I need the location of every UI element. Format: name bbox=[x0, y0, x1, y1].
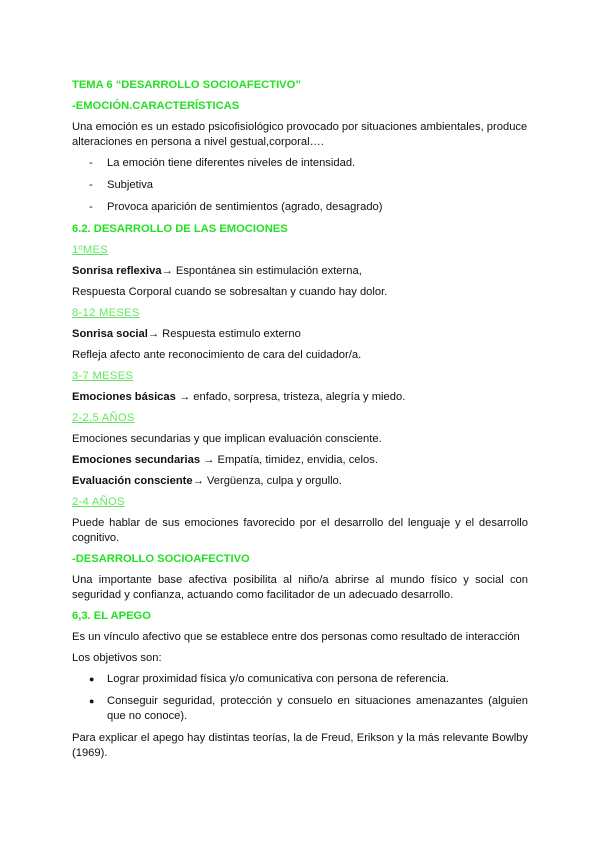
definition-emociones-secundarias bbox=[72, 453, 528, 468]
definition: → Espontánea sin estimulación externa, bbox=[161, 265, 362, 277]
paragraph: Refleja afecto ante reconocimiento de cara del cuidador/a. bbox=[72, 349, 362, 361]
document-title: TEMA 6 “DESARROLLO SOCIOAFECTIVO” bbox=[72, 79, 301, 91]
paragraph: Emociones secundarias y que implican evaluación consciente. bbox=[72, 433, 382, 445]
subheading-2-2-5-anos: 2-2,5 AÑOS bbox=[72, 412, 135, 424]
definition-emociones-basicas bbox=[72, 390, 528, 405]
definition-sonrisa-social bbox=[72, 327, 528, 342]
list-item: ● Lograr proximidad física y/o comunicativa con persona de referencia. bbox=[72, 672, 528, 687]
term: Emociones secundarias bbox=[72, 454, 201, 466]
term: Sonrisa social bbox=[72, 328, 148, 340]
paragraph-emocion-definicion: Una emoción es un estado psicofisiológico provocado por situaciones ambientales, produce alteraciones en persona a nivel gestual,corporal…. bbox=[72, 121, 528, 148]
emocion-characteristics-list bbox=[72, 156, 528, 215]
document-content bbox=[72, 78, 528, 767]
list-item: - Subjetiva bbox=[72, 178, 528, 193]
term: Evaluación consciente bbox=[72, 475, 193, 487]
section-heading-apego: 6,3. EL APEGO bbox=[72, 610, 151, 622]
paragraph: Es un vínculo afectivo que se establece entre dos personas como resultado de interacción bbox=[72, 631, 520, 643]
definition: → enfado, sorpresa, tristeza, alegría y miedo. bbox=[175, 391, 406, 403]
subheading-1-mes: 1ºMES bbox=[72, 244, 109, 256]
paragraph: Puede hablar de sus emociones favorecido por el desarrollo del lenguaje y el desarrollo cognitivo. bbox=[72, 517, 528, 544]
list-item: - Provoca aparición de sentimientos (agrado, desagrado) bbox=[72, 200, 528, 215]
section-heading-desarrollo-socioafectivo: -DESARROLLO SOCIOAFECTIVO bbox=[72, 553, 250, 565]
paragraph: Los objetivos son: bbox=[72, 652, 162, 664]
definition: → Vergüenza, culpa y orgullo. bbox=[192, 475, 342, 487]
subheading-3-7-meses: 3-7 MESES bbox=[72, 370, 134, 382]
apego-objectives-list bbox=[72, 672, 528, 724]
paragraph: Una importante base afectiva posibilita al niño/a abrirse al mundo físico y social con seguridad y confianza, actuando como facilitador de un adecuado desarrollo. bbox=[72, 574, 528, 601]
definition-evaluacion-consciente bbox=[72, 474, 528, 489]
list-item: - La emoción tiene diferentes niveles de intensidad. bbox=[72, 156, 528, 171]
subheading-8-12-meses: 8-12 MESES bbox=[72, 307, 140, 319]
definition: → Respuesta estimulo externo bbox=[147, 328, 301, 340]
definition-sonrisa-reflexiva bbox=[72, 264, 528, 279]
section-heading-desarrollo-emociones: 6.2. DESARROLLO DE LAS EMOCIONES bbox=[72, 223, 288, 235]
subheading-2-4-anos: 2-4 AÑOS bbox=[72, 496, 125, 508]
term: Emociones básicas bbox=[72, 391, 176, 403]
term: Sonrisa reflexiva bbox=[72, 265, 162, 277]
section-heading-emocion: -EMOCIÓN.CARACTERÍSTICAS bbox=[72, 100, 240, 112]
paragraph: Para explicar el apego hay distintas teorías, la de Freud, Erikson y la más relevante Bowlby (1969). bbox=[72, 732, 528, 759]
list-item: ● Conseguir seguridad, protección y consuelo en situaciones amenazantes (alguien que no conoce). bbox=[72, 694, 528, 724]
paragraph: Respuesta Corporal cuando se sobresaltan y cuando hay dolor. bbox=[72, 286, 388, 298]
definition: → Empatía, timidez, envidia, celos. bbox=[200, 454, 378, 466]
